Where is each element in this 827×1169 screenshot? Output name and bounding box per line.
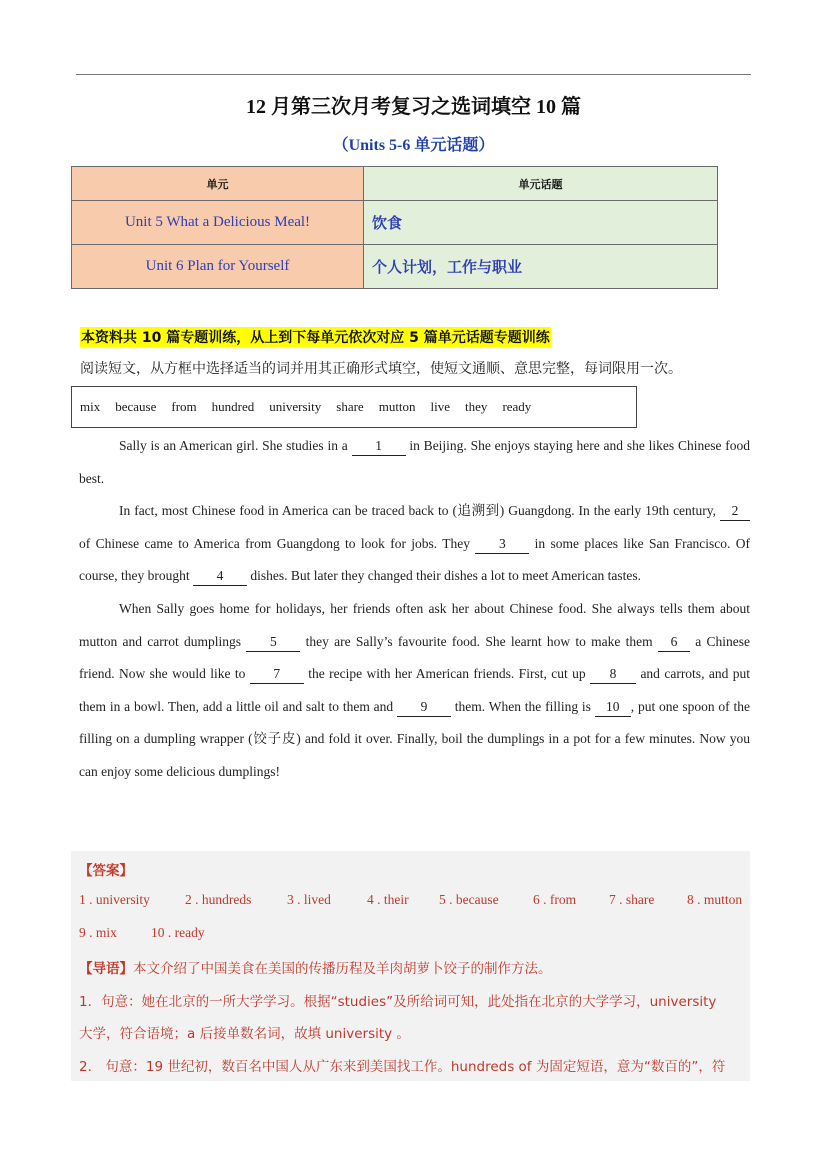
answer-item: 8 . mutton — [687, 892, 743, 907]
page-subtitle: （Units 5-6 单元话题） — [332, 137, 495, 154]
word-box-item: university — [269, 399, 322, 414]
answer-item: 10 . ready — [151, 925, 205, 940]
passage-text: a Chinese friend. Now she would like to — [79, 633, 750, 682]
highlight-note: 本资料共 10 篇专题训练，从上到下每单元依次对应 5 篇单元话题专题训练 — [80, 327, 551, 347]
reading-passage — [79, 430, 750, 789]
blank-2: 2 — [720, 502, 750, 521]
blank-7: 7 — [250, 665, 304, 684]
passage-text: them. When the filling is — [450, 698, 595, 714]
answer-items-line-2 — [79, 925, 205, 941]
word-box-item: live — [430, 399, 451, 414]
unit-cell: Unit 6 Plan for Yourself — [72, 245, 364, 289]
unit-cell: Unit 5 What a Delicious Meal! — [72, 201, 364, 245]
topic-cell: 个人计划，工作与职业 — [364, 245, 718, 289]
passage-text: they are Sally’s favourite food. She learnt how to make them — [300, 633, 658, 649]
unit-topic-table — [71, 166, 718, 289]
page-title: 12 月第三次月考复习之选词填空 10 篇 — [246, 96, 581, 118]
passage-text: Sally is an American girl. She studies in a — [119, 438, 352, 453]
word-box-item: hundred — [211, 399, 255, 414]
blank-10: 10 — [595, 698, 631, 717]
answer-item: 9 . mix — [79, 925, 117, 940]
blank-6: 6 — [658, 633, 690, 652]
passage-text: In fact, most Chinese food in America can be traced back to (追溯到) Guangdong. In the early 19th century, — [119, 503, 720, 519]
top-rule — [76, 74, 751, 75]
answer-header: 【答案】 — [79, 863, 133, 879]
blank-4: 4 — [193, 567, 247, 586]
guide-line — [79, 957, 552, 977]
explanation-2-line-1: 2． 句意：19 世纪初，数百名中国人从广东来到美国找工作。hundreds of 为固定短语，意为“数百的”，符 — [79, 1059, 726, 1075]
word-box — [71, 386, 637, 428]
paragraph — [79, 495, 750, 593]
word-box-item: they — [465, 399, 488, 414]
table-header-row — [72, 167, 718, 201]
answer-item: 2 . hundreds — [185, 892, 252, 907]
answer-item: 6 . from — [533, 892, 577, 907]
word-box-item: from — [171, 399, 197, 414]
answer-item: 5 . because — [439, 892, 499, 907]
passage-text: in Beijing. She enjoys staying here and she likes Chinese food best. — [79, 438, 750, 486]
guide-label: 【导语】 — [79, 961, 133, 977]
guide-text: 本文介绍了中国美食在美国的传播历程及羊肉胡萝卜饺子的制作方法。 — [133, 961, 552, 977]
word-box-item: mix — [80, 399, 101, 414]
table-row — [72, 245, 718, 289]
table-row — [72, 201, 718, 245]
passage-text: and carrots, and put them in a bowl. Then, add a little oil and salt to them and — [79, 666, 750, 714]
passage-text: of Chinese came to America from Guangdong to look for jobs. They — [79, 535, 476, 551]
blank-3: 3 — [475, 535, 529, 554]
passage-text: dishes. But later they changed their dishes a lot to meet American tastes. — [246, 568, 642, 584]
passage-text: , put one spoon of the filling on a dumpling wrapper (饺子皮) and fold it over. Finally, boil the dumplings in a pot for a few minutes. Now you can enjoy some delicious dumplings! — [79, 698, 750, 779]
explanation-1-line-1: 1．句意：她在北京的一所大学学习。根据“studies”及所给词可知，此处指在北京的大学学习，university — [79, 994, 717, 1010]
answer-item: 1 . university — [79, 892, 150, 907]
passage-text: When Sally goes home for holidays, her friends often ask her about Chinese food. She always tells them about mutton and carrot dumplings — [79, 600, 750, 649]
answer-items-line-1 — [79, 892, 742, 908]
topic-cell: 饮食 — [364, 201, 718, 245]
word-box-item: because — [115, 399, 157, 414]
word-box-item: ready — [502, 399, 532, 414]
blank-9: 9 — [397, 698, 451, 717]
answer-item: 3 . lived — [287, 892, 331, 907]
paragraph — [79, 593, 750, 789]
header-topic: 单元话题 — [364, 167, 718, 201]
header-unit: 单元 — [72, 167, 364, 201]
word-box-item: share — [336, 399, 364, 414]
explanation-1-line-2: 大学，符合语境；a 后接单数名词，故填 university 。 — [79, 1026, 410, 1042]
answer-item: 7 . share — [609, 892, 655, 907]
instruction: 阅读短文，从方框中选择适当的词并用其正确形式填空，使短文通顺、意思完整，每词限用一次。 — [80, 361, 682, 377]
passage-text: in some places like San Francisco. Of course, they brought — [79, 535, 751, 584]
answer-item: 4 . their — [367, 892, 409, 907]
blank-1: 1 — [352, 437, 406, 456]
passage-text: the recipe with her American friends. First, cut up — [303, 666, 591, 682]
word-box-item: mutton — [378, 399, 416, 414]
paragraph — [79, 430, 750, 495]
answer-section — [71, 851, 750, 1081]
blank-5: 5 — [246, 633, 300, 652]
blank-8: 8 — [590, 665, 636, 684]
